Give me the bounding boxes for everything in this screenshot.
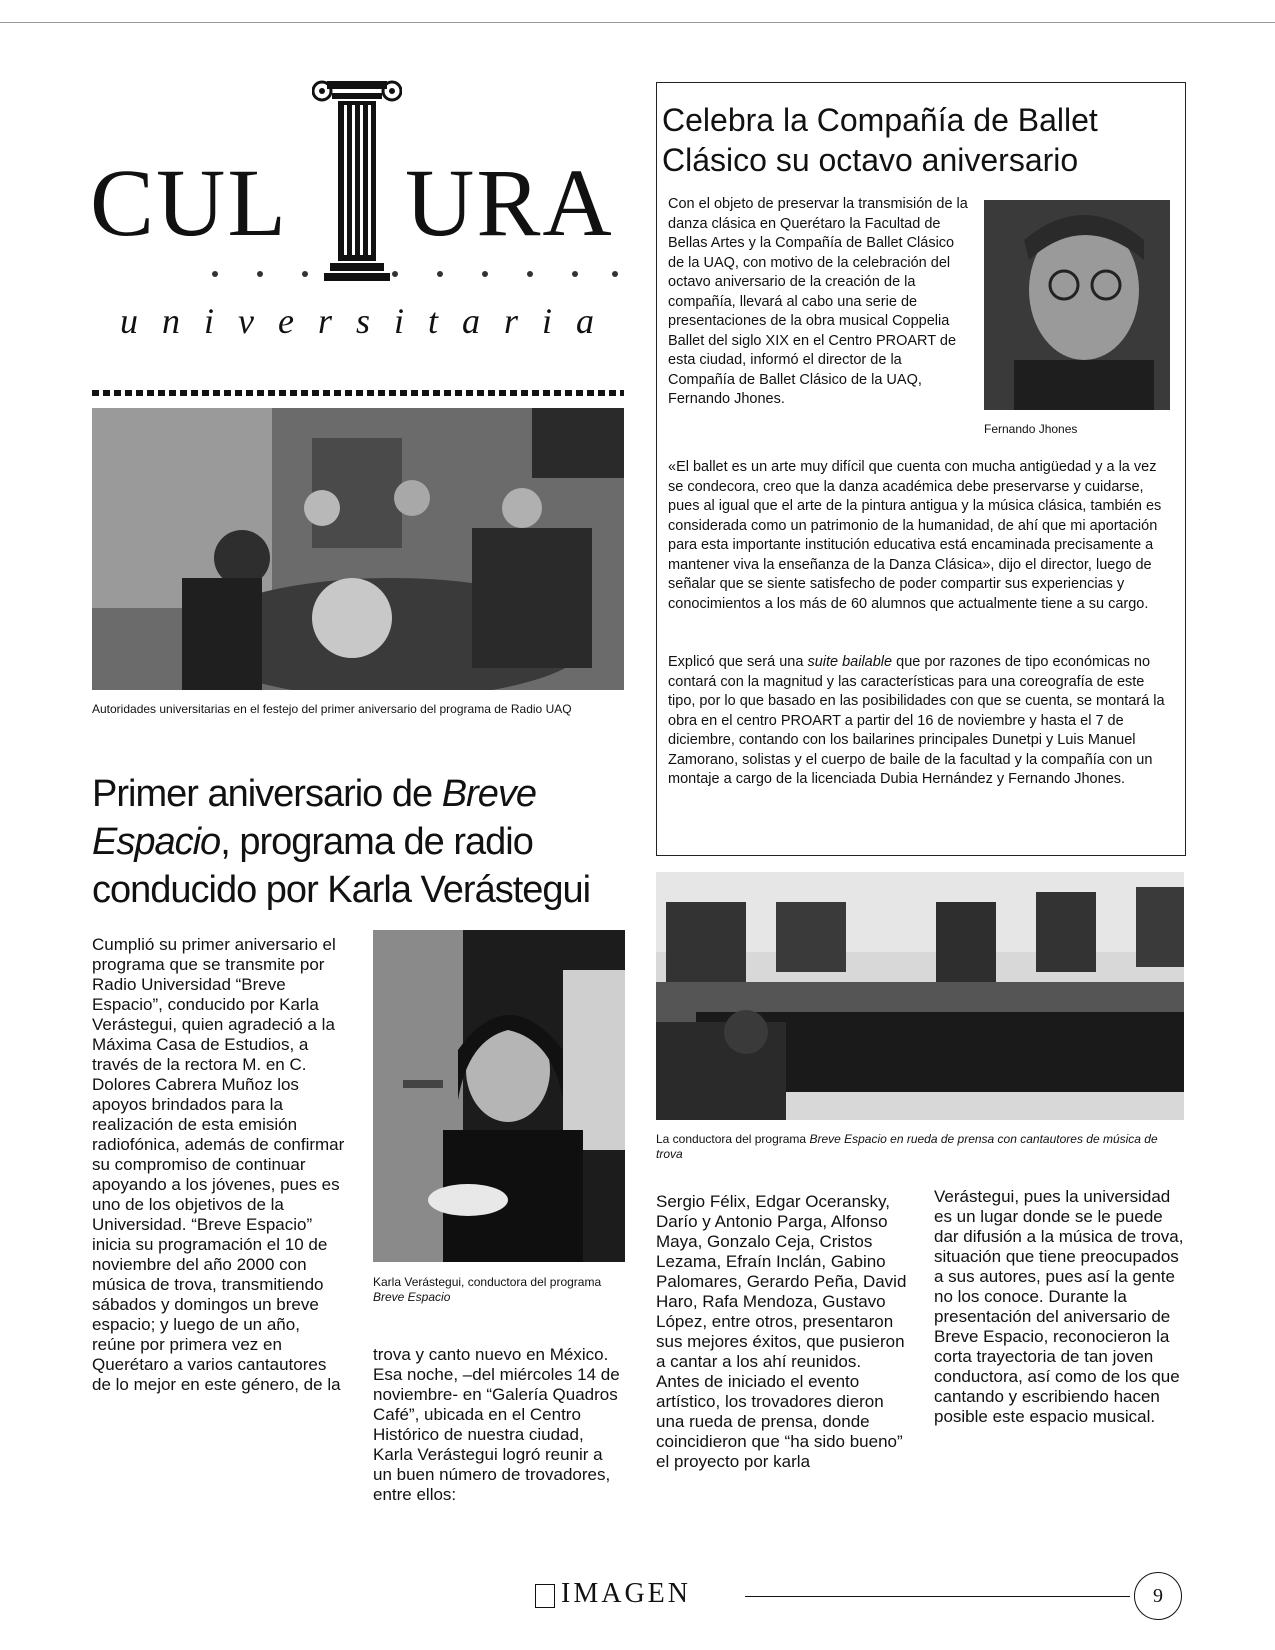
page-number: 9: [1134, 1572, 1182, 1620]
authorities-photo-caption: Autoridades universitarias en el festejo del primer aniversario del programa de Radio UAQ: [92, 702, 572, 716]
press-conference-photo-image: [656, 872, 1184, 1120]
logo-cul-text: CUL: [90, 149, 288, 256]
radio-article-col2: trova y canto nuevo en México. Esa noche, –del miércoles 14 de noviembre- en “Galería Quadros Café”, ubicada en el Centro Histórico de nuestra ciudad, Karla Verástegui logró reunir a un buen número de trovadores, entre ellos:: [373, 1345, 620, 1504]
cultura-universitaria-logo: [90, 75, 630, 355]
fernando-jhones-caption: Fernando Jhones: [984, 422, 1078, 436]
imagen-footer-logo: IMAGEN: [535, 1578, 691, 1610]
radio-article-col1: Cumplió su primer aniversario el programa que se transmite por Radio Universidad “Breve Espacio”, conducido por Karla Verástegui, quien agradeció a la Máxima Casa de Estudios, a través de la rectora M. en C. Dolores Cabrera Muñoz los apoyos brindados para la realización de esta emisión radiofónica, además de confirmar su compromiso de continuar apoyando a los jóvenes, pues es uno de los objetivos de la Universidad. “Breve Espacio” inicia su programación el 10 de noviembre del año 2000 con música de trova, transmitiendo sábados y domingos un breve espacio; y luego de un año, reúne por primera vez en Querétaro a varios cantautores de lo mejor en este género, de la: [92, 935, 345, 1394]
ballet-article-para3: Explicó que será una suite bailable que por razones de tipo económicas no contará con la magnitud y las características para una coreografía de este tipo, por lo que basado en las posibilidades con que se cuenta, se montará la obra en el centro PROART a partir del 16 de noviembre y hasta el 7 de diciembre, contando con los bailarines principales Dunetpi y Luis Manuel Zamorano, solistas y el cuerpo de baile de la facultad y la compañía con un montaje a cargo de la licenciada Dubia Hernández y Fernando Jhones.: [668, 654, 1165, 787]
uaq-seal-icon: [535, 1584, 555, 1608]
karla-verastegui-caption: Karla Verástegui, conductora del programa Breve Espacio: [373, 1275, 602, 1304]
karla-verastegui-photo-image: [373, 930, 625, 1262]
ballet-article-para1: Con el objeto de preservar la transmisión de la danza clásica en Querétaro la Facultad de Bellas Artes y la Compañía de Ballet Clásico de la UAQ, con motivo de la celebración del octavo aniversario de la creación de la compañía, llevará al cabo una serie de presentaciones de la obra musical Coppelia Ballet del siglo XIX en el Centro PROART de esta ciudad, informó el director de la Compañía de Ballet Clásico de la UAQ, Fernando Jhones.: [668, 196, 968, 407]
press-conference-photo: [656, 872, 1184, 1120]
ballet-article-title: Celebra la Compañía de Ballet Clásico su octavo aniversario: [662, 102, 1098, 178]
authorities-photo-image: [92, 408, 624, 690]
top-rule: [0, 22, 1275, 23]
radio-article-col4: Verástegui, pues la universidad es un lugar donde se le puede dar difusión a la música de trova, situación que tiene preocupados a sus autores, pues así la gente no los conoce. Durante la presentación del aniversario de Breve Espacio, reconocieron la corta trayectoria de tan joven conductora, así como de los que cantando y escribiendo hacen posible este espacio musical.: [934, 1187, 1184, 1426]
radio-article-col3: Sergio Félix, Edgar Oceransky, Darío y Antonio Parga, Alfonso Maya, Gonzalo Ceja, Cristos Lezama, Efraín Inclán, Gabino Palomares, Gerardo Peña, David Haro, Rafa Mendoza, Gustavo López, entre otros, presentaron sus mejores éxitos, que pusieron a cantar a los ahí reunidos. Antes de iniciado el evento artístico, los trovadores dieron una rueda de prensa, donde coincidieron que “ha sido bueno” el proyecto por karla: [656, 1192, 907, 1471]
footer-rule: [745, 1596, 1130, 1597]
authorities-photo: [92, 408, 624, 690]
logo-subtitle: universitaria: [120, 301, 618, 341]
decorative-dots: [205, 267, 625, 281]
logo-ura-text: URA: [405, 149, 614, 256]
fernando-jhones-photo: [984, 200, 1170, 410]
press-conference-caption: La conductora del programa Breve Espacio en rueda de prensa con cantautores de música de trova: [656, 1132, 1158, 1161]
dashed-rule: [92, 390, 624, 396]
ballet-article-para2: «El ballet es un arte muy difícil que cuenta con mucha antigüedad y a la vez se condecora, creo que la danza académica debe preservarse y cuidarse, pues al igual que el arte de la pintura antigua y la música clásica, también es considerada como un patrimonio de la humanidad, de ahí que mi aportación para esta importante institución educativa está encaminada precisamente a mantener viva la enseñanza de la Danza Clásica», dijo el director, luego de señalar que se siente satisfecho de poder compartir sus experiencias y conocimientos a los más de 60 alumnos que actualmente tiene a su cargo.: [668, 459, 1162, 612]
karla-verastegui-photo: [373, 930, 625, 1262]
radio-article-headline: Primer aniversario de Breve Espacio, programa de radio conducido por Karla Verástegui: [92, 773, 591, 911]
fernando-jhones-photo-image: [984, 200, 1170, 410]
ionic-column-icon: [312, 75, 402, 285]
